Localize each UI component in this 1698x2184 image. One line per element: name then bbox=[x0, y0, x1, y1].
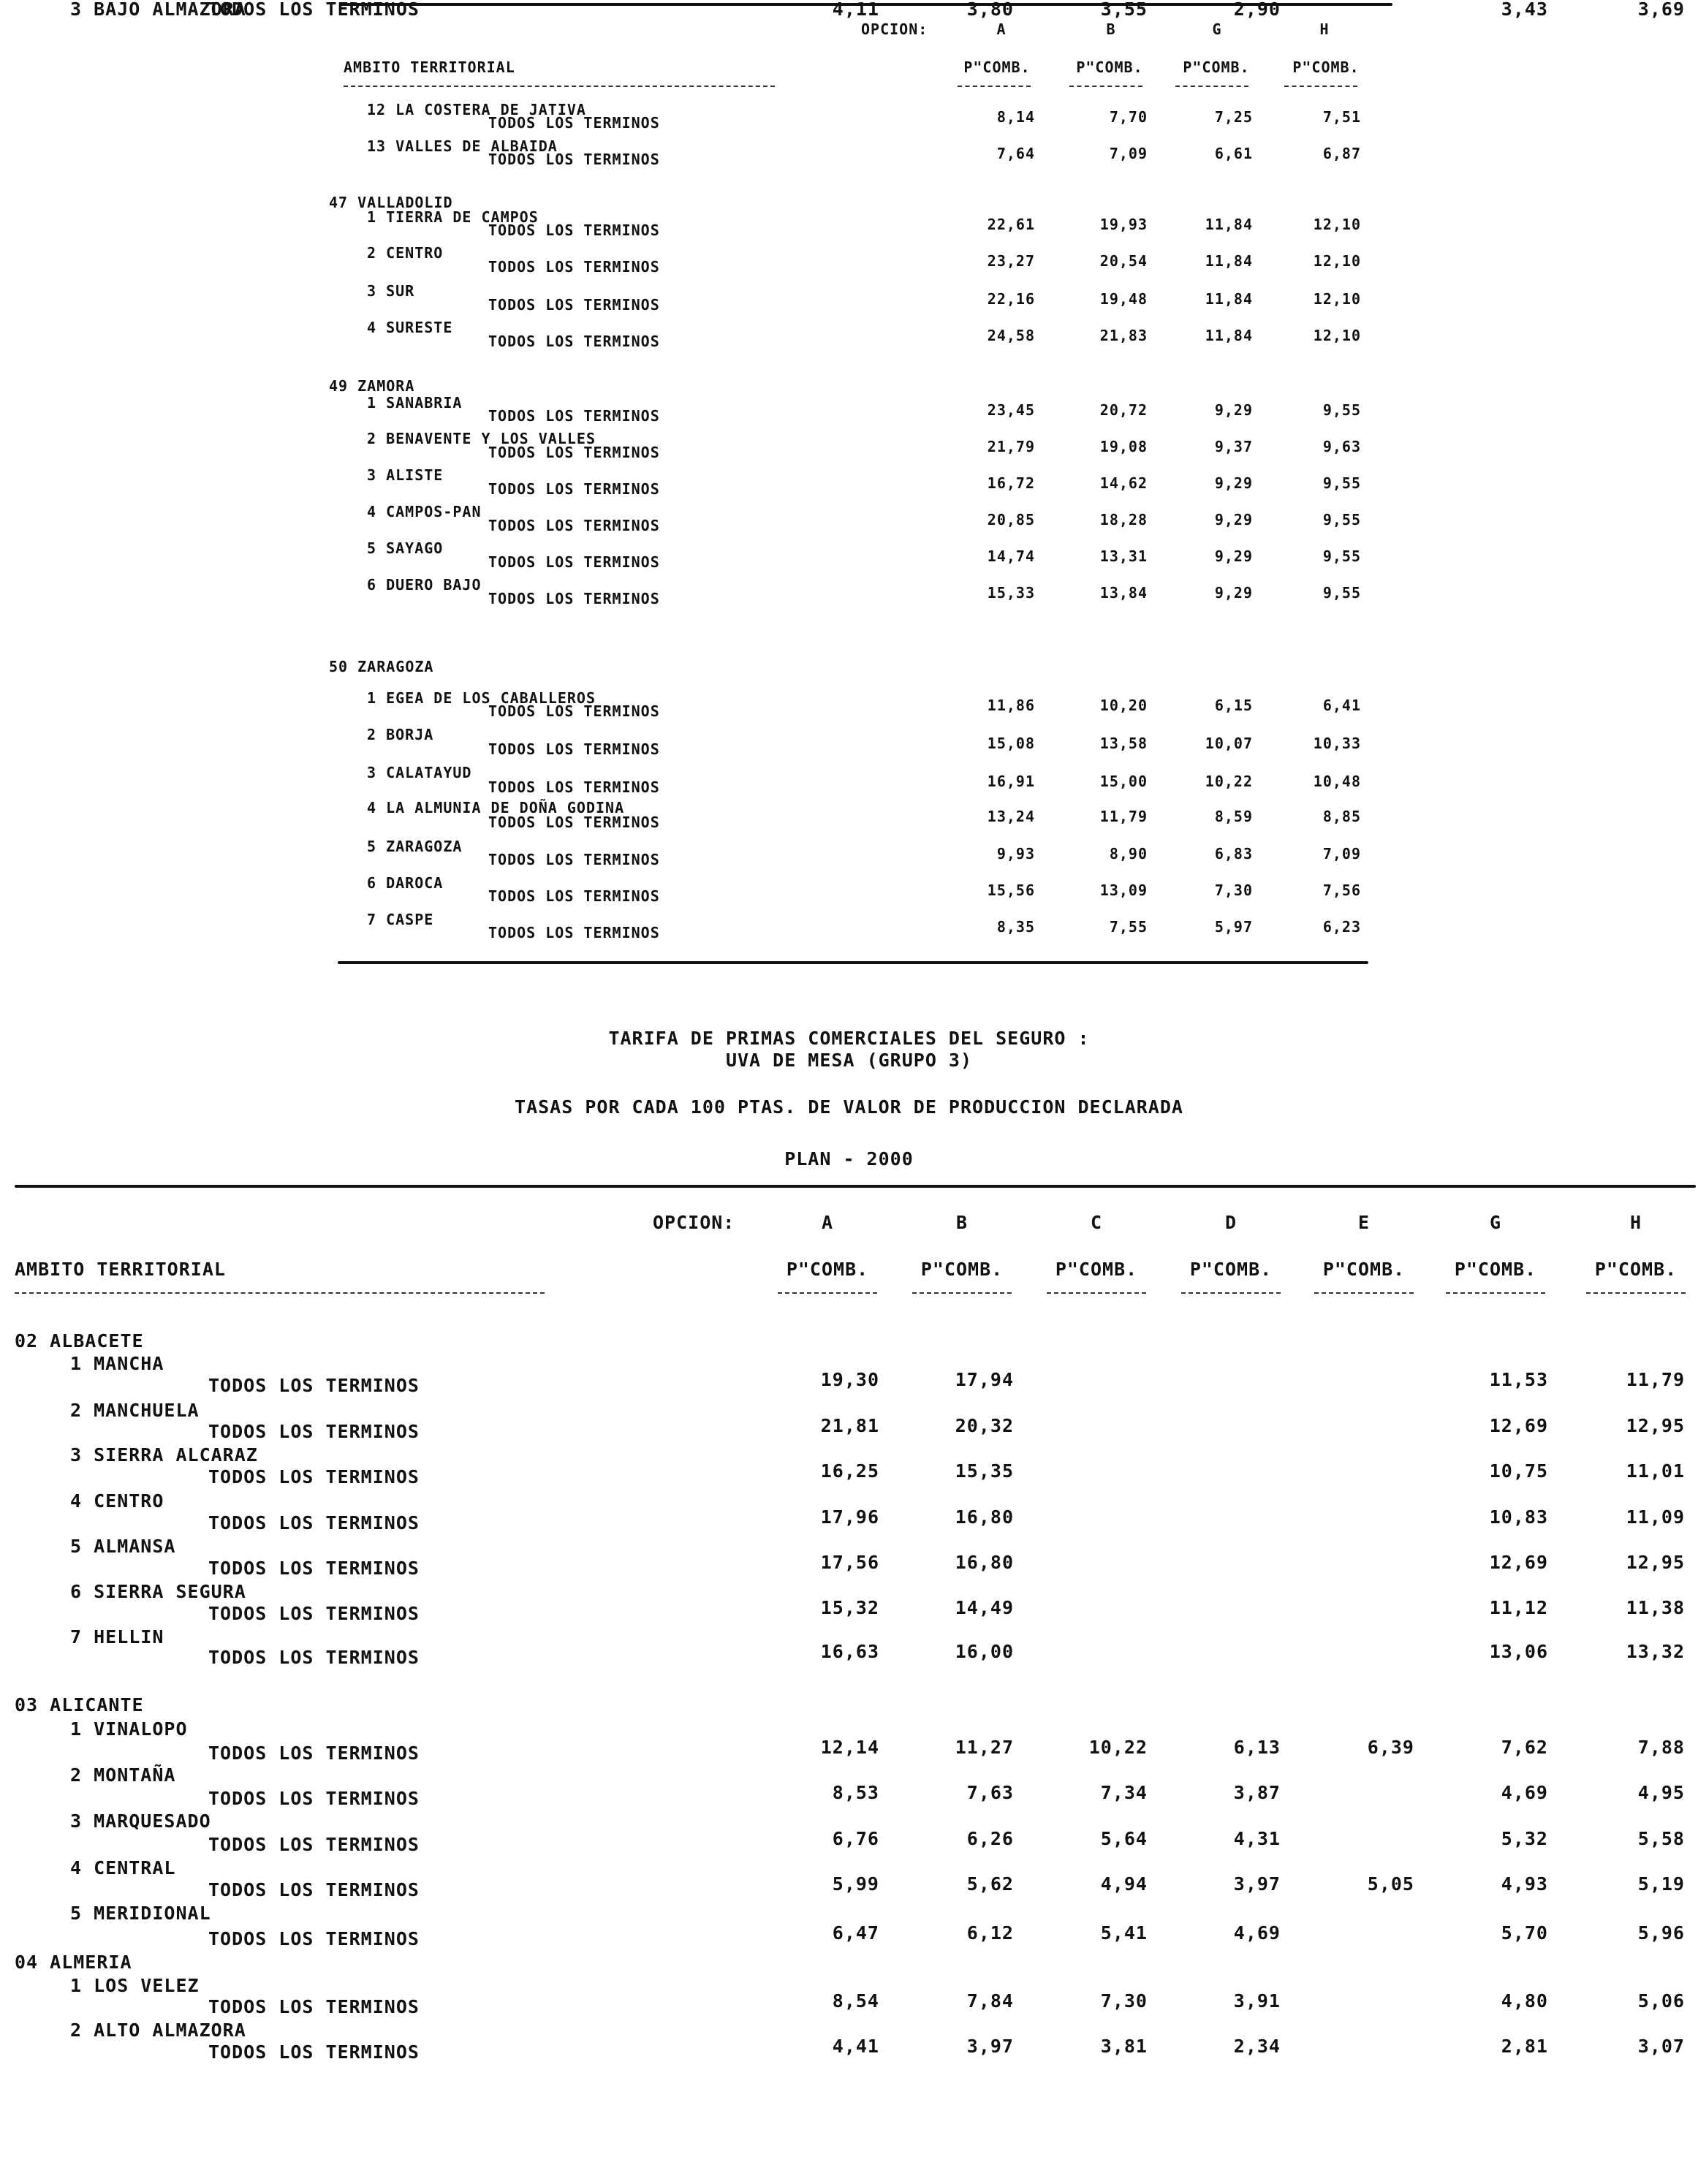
table1-cell-h: 10,48 bbox=[1313, 773, 1361, 790]
table1-col-a: A bbox=[996, 20, 1007, 38]
table2-cell-c: 7,34 bbox=[1100, 1782, 1148, 1803]
province-label: 50 ZARAGOZA bbox=[329, 658, 434, 675]
term-label: TODOS LOS TERMINOS bbox=[488, 258, 660, 276]
table2-cell-h: 5,19 bbox=[1637, 1873, 1685, 1895]
table2-col-d: D bbox=[1224, 1212, 1238, 1233]
table2-cell-b: 6,12 bbox=[966, 1922, 1014, 1944]
table1-cell-g: 6,61 bbox=[1214, 145, 1253, 162]
table2-cell-c: 5,41 bbox=[1100, 1922, 1148, 1944]
table1-cell-g: 9,29 bbox=[1214, 474, 1253, 492]
term-label: TODOS LOS TERMINOS bbox=[488, 444, 660, 461]
table1-ambito-underline bbox=[344, 86, 775, 87]
table1-cell-h: 9,55 bbox=[1322, 584, 1361, 602]
term-label: TODOS LOS TERMINOS bbox=[208, 1512, 420, 1533]
province-label: 04 ALMERIA bbox=[15, 1952, 132, 1973]
comarca-label: 6 DUERO BAJO bbox=[367, 576, 482, 594]
table2-cell-h: 3,07 bbox=[1637, 2036, 1685, 2057]
table2-col-underline bbox=[1314, 1292, 1414, 1294]
table2-ambito-label: AMBITO TERRITORIAL bbox=[15, 1259, 226, 1280]
table1-subheader-a: P"COMB. bbox=[963, 58, 1031, 76]
table1-cell-h: 8,85 bbox=[1322, 808, 1361, 825]
table1-cell-a: 20,85 bbox=[987, 511, 1035, 528]
term-label: TODOS LOS TERMINOS bbox=[208, 1879, 420, 1900]
term-label: TODOS LOS TERMINOS bbox=[208, 1603, 420, 1624]
table2-cell-h: 5,06 bbox=[1637, 1990, 1685, 2012]
table1-col-b: B bbox=[1106, 20, 1116, 38]
table2-cell-g: 3,43 bbox=[1501, 0, 1548, 20]
table2-cell-a: 17,96 bbox=[820, 1506, 879, 1528]
table2-cell-b: 16,80 bbox=[955, 1506, 1014, 1528]
term-label: TODOS LOS TERMINOS bbox=[208, 1421, 420, 1442]
table1-cell-h: 12,10 bbox=[1313, 252, 1361, 270]
term-label: TODOS LOS TERMINOS bbox=[488, 296, 660, 314]
table1-cell-g: 9,29 bbox=[1214, 584, 1253, 602]
table2-cell-g: 7,62 bbox=[1501, 1737, 1548, 1758]
province-label: 03 ALICANTE bbox=[15, 1694, 144, 1715]
table2-cell-g: 4,69 bbox=[1501, 1782, 1548, 1803]
table2-cell-a: 16,25 bbox=[820, 1460, 879, 1482]
table2-cell-a: 6,76 bbox=[832, 1828, 879, 1849]
table1-cell-b: 13,09 bbox=[1099, 881, 1148, 899]
comarca-label: 2 BENAVENTE Y LOS VALLES bbox=[367, 430, 596, 447]
term-label: TODOS LOS TERMINOS bbox=[488, 924, 660, 941]
table2-cell-h: 11,38 bbox=[1626, 1597, 1685, 1618]
table2-cell-g: 5,32 bbox=[1501, 1828, 1548, 1849]
table1-opcion-label: OPCION: bbox=[861, 20, 928, 38]
comarca-label: 1 VINALOPO bbox=[70, 1718, 188, 1740]
comarca-label: 4 LA ALMUNIA DE DOÑA GODINA bbox=[367, 799, 625, 816]
comarca-label: 3 MARQUESADO bbox=[70, 1810, 211, 1832]
table2-cell-g: 5,70 bbox=[1501, 1922, 1548, 1944]
table1-cell-b: 14,62 bbox=[1099, 474, 1148, 492]
table1-cell-h: 9,55 bbox=[1322, 401, 1361, 419]
comarca-label: 3 BAJO ALMAZORA bbox=[70, 0, 246, 20]
table1-cell-a: 23,45 bbox=[987, 401, 1035, 419]
comarca-label: 1 SANABRIA bbox=[367, 394, 463, 412]
table2-col-g: G bbox=[1489, 1212, 1502, 1233]
term-label: TODOS LOS TERMINOS bbox=[488, 851, 660, 868]
table2-cell-d: 2,34 bbox=[1233, 2036, 1281, 2057]
table1-col-h: H bbox=[1319, 20, 1330, 38]
comarca-label: 5 ZARAGOZA bbox=[367, 838, 463, 855]
table2-cell-g: 10,75 bbox=[1489, 1460, 1548, 1482]
table2-cell-c: 5,64 bbox=[1100, 1828, 1148, 1849]
table1-cell-h: 6,87 bbox=[1322, 145, 1361, 162]
table1-ambito-label: AMBITO TERRITORIAL bbox=[344, 58, 515, 76]
term-label: TODOS LOS TERMINOS bbox=[208, 1647, 420, 1668]
table2-col-e: E bbox=[1357, 1212, 1371, 1233]
table2-cell-g: 10,83 bbox=[1489, 1506, 1548, 1528]
comarca-label: 4 CAMPOS-PAN bbox=[367, 503, 482, 520]
table1-cell-g: 6,15 bbox=[1214, 697, 1253, 714]
table2-cell-h: 13,32 bbox=[1626, 1641, 1685, 1662]
table2-cell-d: 3,97 bbox=[1233, 1873, 1281, 1895]
comarca-label: 2 MANCHUELA bbox=[70, 1400, 200, 1421]
table1-subheader-b: P"COMB. bbox=[1076, 58, 1143, 76]
table1-cell-a: 11,86 bbox=[987, 697, 1035, 714]
term-label: TODOS LOS TERMINOS bbox=[488, 590, 660, 607]
table2-cell-a: 8,54 bbox=[832, 1990, 879, 2012]
table1-cell-b: 7,09 bbox=[1109, 145, 1148, 162]
table1-cell-g: 10,07 bbox=[1205, 735, 1253, 752]
comarca-label: 7 CASPE bbox=[367, 911, 434, 928]
term-label: TODOS LOS TERMINOS bbox=[488, 517, 660, 534]
province-label: 49 ZAMORA bbox=[329, 377, 415, 395]
table2-cell-e: 5,05 bbox=[1367, 1873, 1414, 1895]
table2-col-underline bbox=[1047, 1292, 1146, 1294]
table2-cell-b: 6,26 bbox=[966, 1828, 1014, 1849]
table2-cell-d: 4,69 bbox=[1233, 1922, 1281, 1944]
table1-cell-g: 10,22 bbox=[1205, 773, 1253, 790]
term-label: TODOS LOS TERMINOS bbox=[208, 1558, 420, 1579]
table2-cell-h: 5,58 bbox=[1637, 1828, 1685, 1849]
table2-cell-a: 12,14 bbox=[820, 1737, 879, 1758]
table1-cell-a: 21,79 bbox=[987, 438, 1035, 455]
term-label: TODOS LOS TERMINOS bbox=[208, 1788, 420, 1809]
table2-ambito-underline bbox=[15, 1292, 545, 1294]
table2-cell-d: 3,87 bbox=[1233, 1782, 1281, 1803]
table2-cell-d: 2,90 bbox=[1233, 0, 1281, 20]
table1-cell-g: 7,30 bbox=[1214, 881, 1253, 899]
table1-cell-b: 19,08 bbox=[1099, 438, 1148, 455]
table1-cell-g: 8,59 bbox=[1214, 808, 1253, 825]
table2-cell-h: 3,69 bbox=[1637, 0, 1685, 20]
table1-bottom-rule bbox=[338, 961, 1368, 964]
table1-cell-h: 6,41 bbox=[1322, 697, 1361, 714]
term-label: TODOS LOS TERMINOS bbox=[208, 2041, 420, 2063]
term-label: TODOS LOS TERMINOS bbox=[488, 740, 660, 758]
table1-cell-g: 9,29 bbox=[1214, 547, 1253, 565]
table1-cell-h: 9,63 bbox=[1322, 438, 1361, 455]
table2-cell-b: 3,80 bbox=[966, 0, 1014, 20]
table2-cell-a: 4,41 bbox=[832, 2036, 879, 2057]
table1-cell-a: 13,24 bbox=[987, 808, 1035, 825]
table2-subheader-d: P"COMB. bbox=[1189, 1259, 1273, 1280]
table1-cell-g: 6,83 bbox=[1214, 845, 1253, 862]
table1-cell-a: 24,58 bbox=[987, 327, 1035, 344]
term-label: TODOS LOS TERMINOS bbox=[488, 333, 660, 350]
table1-cell-h: 9,55 bbox=[1322, 474, 1361, 492]
table1-cell-b: 13,31 bbox=[1099, 547, 1148, 565]
province-label: 02 ALBACETE bbox=[15, 1330, 144, 1351]
comarca-label: 7 HELLIN bbox=[70, 1626, 164, 1648]
comarca-label: 6 DAROCA bbox=[367, 874, 444, 892]
table2-col-underline bbox=[778, 1292, 877, 1294]
table1-cell-a: 8,14 bbox=[996, 108, 1035, 126]
term-label: TODOS LOS TERMINOS bbox=[208, 1834, 420, 1855]
table1-col-underline bbox=[958, 86, 1031, 87]
table2-cell-b: 16,00 bbox=[955, 1641, 1014, 1662]
table2-col-underline bbox=[1181, 1292, 1281, 1294]
table2-cell-a: 19,30 bbox=[820, 1369, 879, 1390]
table2-cell-a: 5,99 bbox=[832, 1873, 879, 1895]
term-label: TODOS LOS TERMINOS bbox=[488, 151, 660, 168]
table1-cell-g: 11,84 bbox=[1205, 216, 1253, 233]
table2-cell-h: 11,01 bbox=[1626, 1460, 1685, 1482]
table1-cell-h: 12,10 bbox=[1313, 290, 1361, 308]
table1-cell-b: 19,93 bbox=[1099, 216, 1148, 233]
table2-cell-b: 3,97 bbox=[966, 2036, 1014, 2057]
comarca-label: 2 CENTRO bbox=[367, 244, 444, 262]
table1-cell-a: 22,61 bbox=[987, 216, 1035, 233]
comarca-label: 1 LOS VELEZ bbox=[70, 1975, 200, 1996]
comarca-label: 3 SIERRA ALCARAZ bbox=[70, 1444, 258, 1466]
table2-cell-g: 11,12 bbox=[1489, 1597, 1548, 1618]
table1-cell-b: 11,79 bbox=[1099, 808, 1148, 825]
table1-cell-h: 6,23 bbox=[1322, 918, 1361, 936]
term-label: TODOS LOS TERMINOS bbox=[208, 1466, 420, 1487]
table2-col-h: H bbox=[1629, 1212, 1642, 1233]
table2-cell-a: 17,56 bbox=[820, 1552, 879, 1573]
table1-cell-h: 9,55 bbox=[1322, 547, 1361, 565]
table2-cell-a: 6,47 bbox=[832, 1922, 879, 1944]
table1-cell-b: 20,54 bbox=[1099, 252, 1148, 270]
term-label: TODOS LOS TERMINOS bbox=[488, 221, 660, 239]
table1-col-underline bbox=[1175, 86, 1248, 87]
table2-col-underline bbox=[1586, 1292, 1686, 1294]
comarca-label: 2 MONTAÑA bbox=[70, 1764, 176, 1786]
comarca-label: 2 BORJA bbox=[367, 726, 434, 743]
comarca-label: 5 ALMANSA bbox=[70, 1536, 176, 1557]
table2-cell-b: 15,35 bbox=[955, 1460, 1014, 1482]
term-label: TODOS LOS TERMINOS bbox=[208, 1375, 420, 1396]
table1-cell-h: 10,33 bbox=[1313, 735, 1361, 752]
section2-title-line2: UVA DE MESA (GRUPO 3) bbox=[725, 1050, 973, 1071]
term-label: TODOS LOS TERMINOS bbox=[488, 407, 660, 425]
table1-cell-a: 7,64 bbox=[996, 145, 1035, 162]
table1-cell-b: 20,72 bbox=[1099, 401, 1148, 419]
table2-cell-g: 2,81 bbox=[1501, 2036, 1548, 2057]
table2-cell-c: 10,22 bbox=[1088, 1737, 1148, 1758]
term-label: TODOS LOS TERMINOS bbox=[488, 114, 660, 132]
table1-cell-a: 22,16 bbox=[987, 290, 1035, 308]
table1-cell-h: 7,09 bbox=[1322, 845, 1361, 862]
table2-cell-h: 12,95 bbox=[1626, 1552, 1685, 1573]
table2-col-b: B bbox=[955, 1212, 969, 1233]
comarca-label: 3 ALISTE bbox=[367, 466, 444, 484]
table2-col-underline bbox=[912, 1292, 1012, 1294]
table1-col-g: G bbox=[1212, 20, 1222, 38]
term-label: TODOS LOS TERMINOS bbox=[488, 887, 660, 905]
table2-cell-c: 4,94 bbox=[1100, 1873, 1148, 1895]
comarca-label: 13 VALLES DE ALBAIDA bbox=[367, 137, 558, 155]
comarca-label: 5 SAYAGO bbox=[367, 539, 444, 557]
table1-cell-b: 10,20 bbox=[1099, 697, 1148, 714]
table1-cell-a: 23,27 bbox=[987, 252, 1035, 270]
table1-cell-g: 7,25 bbox=[1214, 108, 1253, 126]
table2-cell-h: 12,95 bbox=[1626, 1415, 1685, 1436]
table2-cell-g: 4,93 bbox=[1501, 1873, 1548, 1895]
table2-cell-h: 11,79 bbox=[1626, 1369, 1685, 1390]
table1-cell-h: 12,10 bbox=[1313, 327, 1361, 344]
table1-cell-g: 5,97 bbox=[1214, 918, 1253, 936]
table2-cell-c: 3,81 bbox=[1100, 2036, 1148, 2057]
table1-cell-a: 9,93 bbox=[996, 845, 1035, 862]
table2-top-rule bbox=[15, 1185, 1696, 1188]
table1-cell-a: 8,35 bbox=[996, 918, 1035, 936]
comarca-label: 4 SURESTE bbox=[367, 319, 453, 336]
table2-cell-d: 3,91 bbox=[1233, 1990, 1281, 2012]
table2-cell-b: 11,27 bbox=[955, 1737, 1014, 1758]
comarca-label: 2 ALTO ALMAZORA bbox=[70, 2020, 246, 2041]
table2-cell-a: 4,11 bbox=[832, 0, 879, 20]
table2-subheader-a: P"COMB. bbox=[786, 1259, 869, 1280]
table1-cell-a: 15,56 bbox=[987, 881, 1035, 899]
table1-cell-a: 15,33 bbox=[987, 584, 1035, 602]
table1-cell-b: 8,90 bbox=[1109, 845, 1148, 862]
table1-cell-g: 9,29 bbox=[1214, 511, 1253, 528]
term-label: TODOS LOS TERMINOS bbox=[488, 702, 660, 720]
table1-cell-b: 15,00 bbox=[1099, 773, 1148, 790]
table2-cell-a: 15,32 bbox=[820, 1597, 879, 1618]
term-label: TODOS LOS TERMINOS bbox=[208, 0, 420, 20]
table1-cell-g: 11,84 bbox=[1205, 290, 1253, 308]
term-label: TODOS LOS TERMINOS bbox=[488, 553, 660, 571]
table2-cell-g: 13,06 bbox=[1489, 1641, 1548, 1662]
comarca-label: 3 SUR bbox=[367, 282, 415, 300]
table2-cell-a: 21,81 bbox=[820, 1415, 879, 1436]
term-label: TODOS LOS TERMINOS bbox=[488, 814, 660, 831]
term-label: TODOS LOS TERMINOS bbox=[208, 1928, 420, 1949]
section2-subtitle: TASAS POR CADA 100 PTAS. DE VALOR DE PRODUCCION DECLARADA bbox=[515, 1096, 1183, 1118]
term-label: TODOS LOS TERMINOS bbox=[488, 778, 660, 796]
comarca-label: 1 MANCHA bbox=[70, 1353, 164, 1374]
table1-cell-g: 9,37 bbox=[1214, 438, 1253, 455]
table1-cell-a: 16,72 bbox=[987, 474, 1035, 492]
table1-subheader-h: P"COMB. bbox=[1292, 58, 1360, 76]
table1-cell-h: 12,10 bbox=[1313, 216, 1361, 233]
table1-cell-a: 16,91 bbox=[987, 773, 1035, 790]
term-label: TODOS LOS TERMINOS bbox=[208, 1743, 420, 1764]
table2-cell-d: 6,13 bbox=[1233, 1737, 1281, 1758]
table2-col-underline bbox=[1446, 1292, 1545, 1294]
comarca-label: 6 SIERRA SEGURA bbox=[70, 1581, 246, 1602]
table1-cell-h: 7,51 bbox=[1322, 108, 1361, 126]
table1-cell-h: 9,55 bbox=[1322, 511, 1361, 528]
table2-cell-h: 4,95 bbox=[1637, 1782, 1685, 1803]
section2-title-line1: TARIFA DE PRIMAS COMERCIALES DEL SEGURO : bbox=[608, 1028, 1090, 1049]
table1-cell-b: 13,84 bbox=[1099, 584, 1148, 602]
table1-cell-b: 13,58 bbox=[1099, 735, 1148, 752]
table2-cell-a: 8,53 bbox=[832, 1782, 879, 1803]
table2-cell-b: 7,63 bbox=[966, 1782, 1014, 1803]
table2-cell-g: 12,69 bbox=[1489, 1552, 1548, 1573]
comarca-label: 1 TIERRA DE CAMPOS bbox=[367, 208, 539, 226]
table1-cell-a: 14,74 bbox=[987, 547, 1035, 565]
table2-col-c: C bbox=[1090, 1212, 1103, 1233]
comarca-label: 5 MERIDIONAL bbox=[70, 1903, 211, 1924]
table2-cell-b: 14,49 bbox=[955, 1597, 1014, 1618]
table2-cell-b: 17,94 bbox=[955, 1369, 1014, 1390]
table2-cell-d: 4,31 bbox=[1233, 1828, 1281, 1849]
table1-cell-b: 21,83 bbox=[1099, 327, 1148, 344]
table2-cell-g: 4,80 bbox=[1501, 1990, 1548, 2012]
table2-cell-g: 11,53 bbox=[1489, 1369, 1548, 1390]
comarca-label: 4 CENTRO bbox=[70, 1490, 164, 1512]
table2-opcion-label: OPCION: bbox=[653, 1212, 735, 1233]
table1-cell-g: 9,29 bbox=[1214, 401, 1253, 419]
table2-col-a: A bbox=[821, 1212, 834, 1233]
table2-cell-h: 7,88 bbox=[1637, 1737, 1685, 1758]
table2-cell-g: 12,69 bbox=[1489, 1415, 1548, 1436]
table2-cell-h: 5,96 bbox=[1637, 1922, 1685, 1944]
table2-cell-b: 7,84 bbox=[966, 1990, 1014, 2012]
province-label: 47 VALLADOLID bbox=[329, 194, 453, 211]
table1-cell-g: 11,84 bbox=[1205, 327, 1253, 344]
table2-cell-h: 11,09 bbox=[1626, 1506, 1685, 1528]
comarca-label: 4 CENTRAL bbox=[70, 1857, 176, 1878]
comarca-label: 12 LA COSTERA DE JATIVA bbox=[367, 101, 586, 118]
table2-cell-c: 7,30 bbox=[1100, 1990, 1148, 2012]
table1-cell-a: 15,08 bbox=[987, 735, 1035, 752]
table2-cell-b: 5,62 bbox=[966, 1873, 1014, 1895]
table1-cell-b: 18,28 bbox=[1099, 511, 1148, 528]
table2-cell-b: 20,32 bbox=[955, 1415, 1014, 1436]
table2-cell-e: 6,39 bbox=[1367, 1737, 1414, 1758]
table1-cell-g: 11,84 bbox=[1205, 252, 1253, 270]
table2-subheader-b: P"COMB. bbox=[920, 1259, 1004, 1280]
table2-subheader-h: P"COMB. bbox=[1594, 1259, 1678, 1280]
table1-cell-h: 7,56 bbox=[1322, 881, 1361, 899]
table1-col-underline bbox=[1069, 86, 1142, 87]
term-label: TODOS LOS TERMINOS bbox=[208, 1996, 420, 2017]
table2-subheader-c: P"COMB. bbox=[1055, 1259, 1138, 1280]
comarca-label: 1 EGEA DE LOS CABALLEROS bbox=[367, 689, 596, 707]
table2-cell-c: 3,55 bbox=[1100, 0, 1148, 20]
table1-cell-b: 19,48 bbox=[1099, 290, 1148, 308]
table2-subheader-g: P"COMB. bbox=[1454, 1259, 1537, 1280]
table1-cell-b: 7,55 bbox=[1109, 918, 1148, 936]
table1-cell-b: 7,70 bbox=[1109, 108, 1148, 126]
comarca-label: 3 CALATAYUD bbox=[367, 764, 472, 781]
table1-col-underline bbox=[1284, 86, 1357, 87]
section2-plan: PLAN - 2000 bbox=[784, 1148, 914, 1169]
table2-subheader-e: P"COMB. bbox=[1322, 1259, 1406, 1280]
table1-subheader-g: P"COMB. bbox=[1183, 58, 1250, 76]
table2-cell-b: 16,80 bbox=[955, 1552, 1014, 1573]
table2-cell-a: 16,63 bbox=[820, 1641, 879, 1662]
term-label: TODOS LOS TERMINOS bbox=[488, 480, 660, 498]
